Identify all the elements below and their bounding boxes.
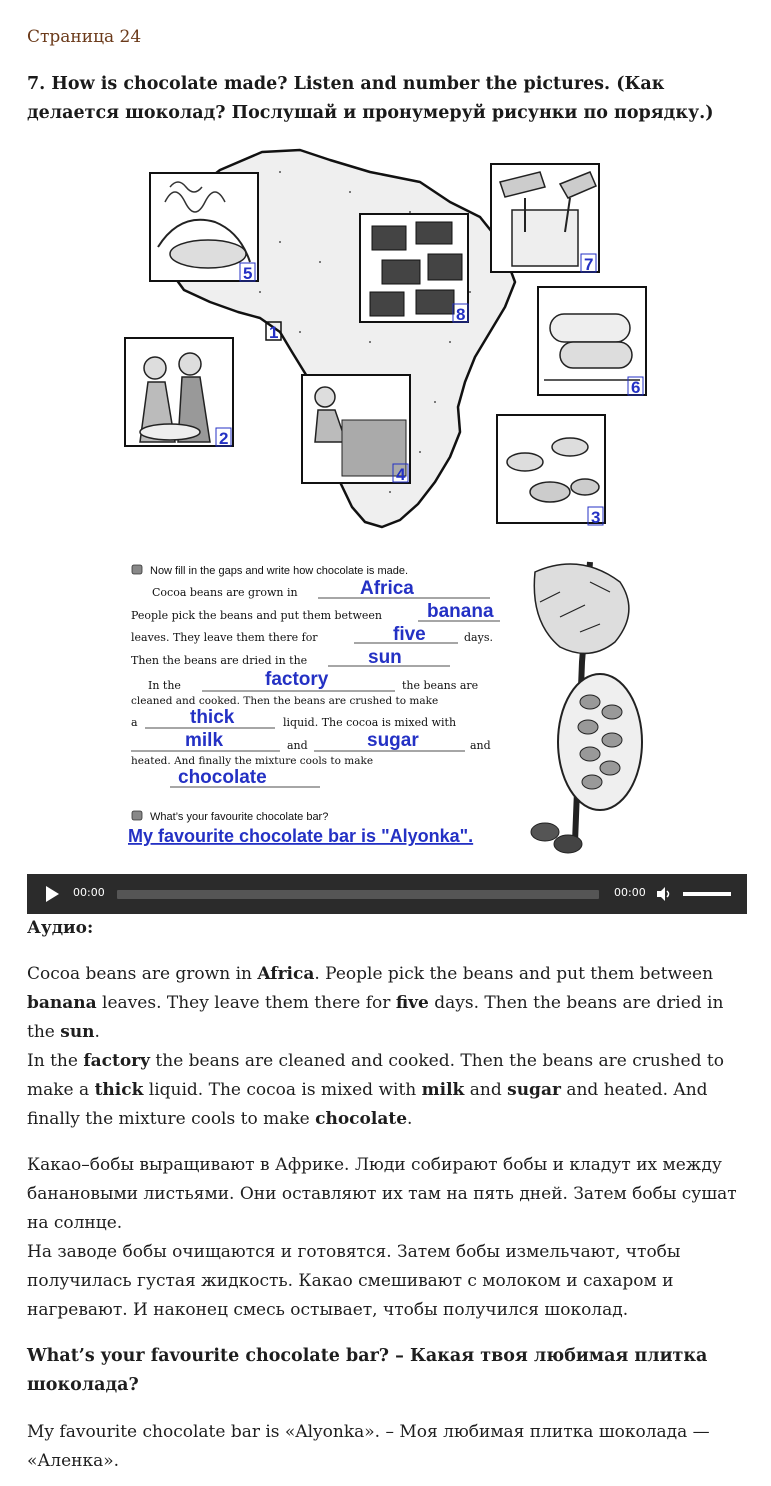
picture-roller <box>538 287 646 395</box>
worksheet-instruction: Now fill in the gaps and write how chocolate is made. <box>150 565 409 577</box>
audio-label: Аудио: <box>27 918 94 938</box>
progress-track[interactable] <box>117 890 599 899</box>
audio-transcript-ru: Какао–бобы выращивают в Африке. Люди собирают бобы и кладут их между банановыми листьями. Они оставляют их там на пять дней. Затем бобы сушат на солнце. На заводе бобы очищаются и готовятся. Затем бобы измельчают, чтобы получилась густая жидкость. Какао смешивают с молоком и сахаром и нагревают. И наконец смесь остывает, чтобы получился шоколад. <box>27 1155 737 1320</box>
worksheet-line: leaves. They leave them there for <box>131 631 318 644</box>
play-icon[interactable] <box>46 886 59 902</box>
answer-sun: sun <box>368 647 402 668</box>
worksheet-line: People pick the beans and put them between <box>131 609 382 622</box>
question-answer: My favourite chocolate bar is «Alyonka». – Моя любимая плитка шоколада — «Аленка». <box>27 1422 710 1471</box>
cocoa-tree-illustration <box>531 562 642 853</box>
answer-chocolate: chocolate <box>178 767 267 788</box>
worksheet-line: and <box>287 739 308 752</box>
worksheet-question: What’s your favourite chocolate bar? <box>150 811 329 823</box>
answer-factory: factory <box>265 669 329 690</box>
picture-number: 8 <box>456 305 466 324</box>
audio-player <box>27 874 747 914</box>
picture-number: 5 <box>243 264 253 283</box>
picture-number: 6 <box>631 378 641 397</box>
audio-transcript-en: Cocoa beans are grown in Africa. People pick the beans and put them between banana leaves. They leave them there for five days. Then the beans are dried in the sun. In the factory the beans are cleaned and cooked. Then the beans are crushed to make a thick liquid. The cocoa is mixed with milk and sugar and heated. And finally the mixture cools to make chocolate. <box>27 964 724 1129</box>
worksheet-line: a <box>131 716 138 729</box>
picture-chocolate-bars <box>360 214 468 322</box>
question-title: What’s your favourite chocolate bar? – Какая твоя любимая плитка шоколада? <box>27 1346 708 1395</box>
picture-people <box>125 338 233 446</box>
picture-number: 4 <box>396 465 406 484</box>
answer-sugar: sugar <box>367 730 419 751</box>
answer-five: five <box>393 624 426 645</box>
picture-number: 1 <box>269 323 279 342</box>
fill-in-worksheet <box>128 565 500 846</box>
duration-time: 00:00 <box>614 886 646 899</box>
worksheet-line: In the <box>148 679 181 692</box>
picture-drying <box>302 375 410 483</box>
picture-number: 2 <box>219 429 229 448</box>
answer-milk: milk <box>185 730 224 751</box>
worksheet-line: cleaned and cooked. Then the beans are crushed to make <box>131 695 439 707</box>
volume-slider[interactable] <box>683 892 731 896</box>
picture-roasting <box>150 173 258 281</box>
volume-icon[interactable] <box>655 885 673 903</box>
picture-pouring <box>491 164 599 272</box>
current-time: 00:00 <box>73 886 105 899</box>
worksheet-line: heated. And finally the mixture cools to make <box>131 755 374 767</box>
task-title: 7. How is chocolate made? Listen and number the pictures. (Как делается шоколад? Послушай и пронумеруй рисунки по порядку.) <box>27 74 714 123</box>
worksheet-line: Cocoa beans are grown in <box>152 586 298 599</box>
answer-africa: Africa <box>360 578 414 599</box>
worksheet-line: liquid. The cocoa is mixed with <box>283 716 457 729</box>
worksheet-answer-line: My favourite chocolate bar is "Alyonka". <box>128 826 474 846</box>
answer-banana: banana <box>427 601 494 622</box>
worksheet-line: and <box>470 739 491 752</box>
worksheet-illustration <box>120 142 660 862</box>
page-label: Страница 24 <box>27 27 142 47</box>
worksheet-line: days. <box>464 631 493 644</box>
worksheet-line: Then the beans are dried in the <box>131 654 308 667</box>
picture-number: 7 <box>584 255 594 274</box>
worksheet-line: the beans are <box>402 679 479 692</box>
picture-number: 3 <box>591 508 601 527</box>
answer-thick: thick <box>190 707 235 728</box>
